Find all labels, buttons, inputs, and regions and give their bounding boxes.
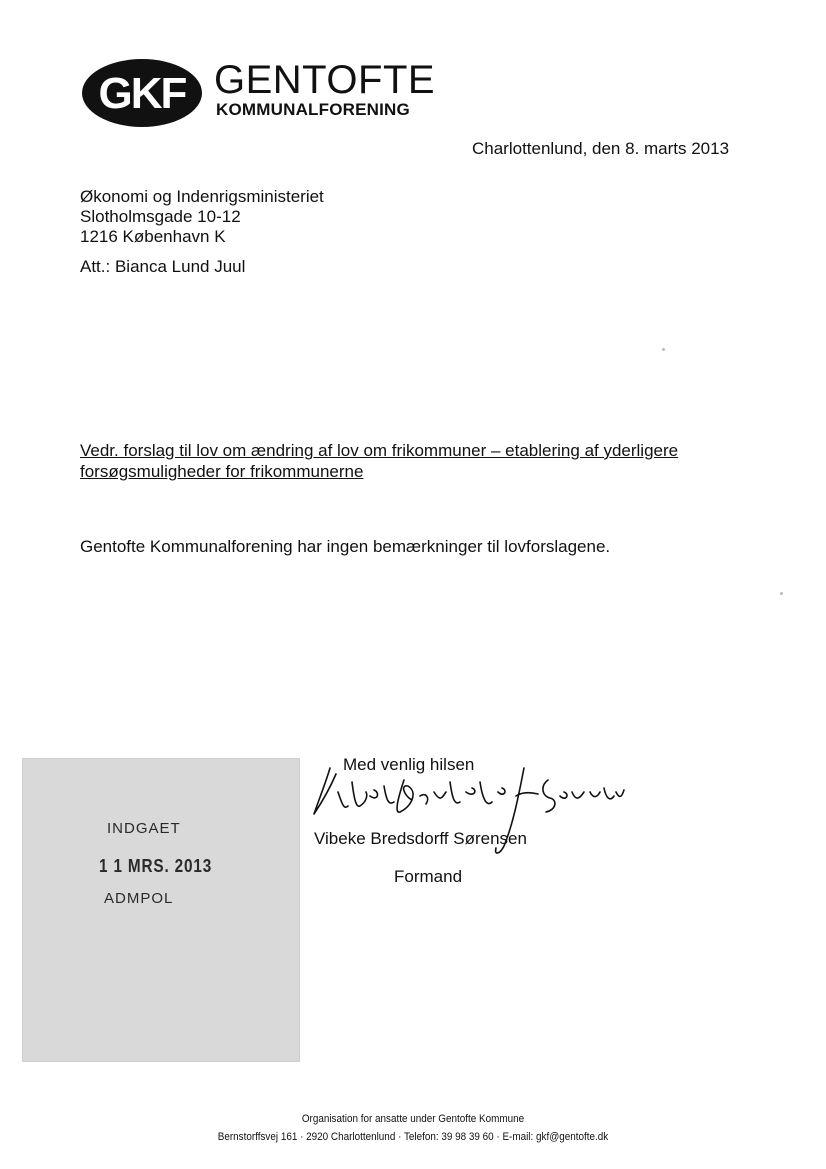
received-stamp-area — [22, 758, 300, 1062]
letter-body: Gentofte Kommunalforening har ingen bemærkninger til lovforslagene. — [80, 537, 611, 556]
recipient-line: Slotholmsgade 10-12 — [80, 207, 241, 226]
scan-speck — [780, 592, 783, 595]
letter-subject — [80, 440, 780, 482]
signer-role: Formand — [394, 867, 463, 886]
handwritten-signature — [308, 762, 628, 872]
recipient-line: Økonomi og Indenrigsministeriet — [80, 187, 324, 206]
stamp-received-label: INDGAET — [107, 820, 181, 837]
logo-mark-text: GKF — [98, 69, 186, 118]
logo-name: GENTOFTE — [214, 58, 436, 102]
recipient-address — [80, 186, 324, 246]
signer-name: Vibeke Bredsdorff Sørensen — [314, 829, 527, 848]
footer-organisation: Organisation for ansatte under Gentofte Kommune — [301, 1113, 525, 1125]
closing-greeting: Med venlig hilsen — [343, 755, 475, 774]
letterhead-logo — [80, 56, 440, 132]
gkf-logo-mark — [80, 56, 210, 130]
stamp-date: 1 1 MRS. 2013 — [99, 856, 213, 876]
letter-date: Charlottenlund, den 8. marts 2013 — [472, 139, 730, 158]
footer-contact: Bernstorffsvej 161 · 2920 Charlottenlund · Telefon: 39 98 39 60 · E-mail: gkf@gentofte.dk — [217, 1131, 609, 1143]
logo-subtitle: KOMMUNALFORENING — [216, 100, 410, 119]
scan-speck — [662, 348, 665, 351]
subject-line: Vedr. forslag til lov om ændring af lov om frikommuner – etablering af yderligere — [80, 441, 679, 460]
recipient-line: 1216 København K — [80, 227, 226, 246]
subject-line: forsøgsmuligheder for frikommunerne — [80, 462, 364, 481]
stamp-department: ADMPOL — [104, 890, 174, 907]
attention-line: Att.: Bianca Lund Juul — [80, 257, 246, 276]
